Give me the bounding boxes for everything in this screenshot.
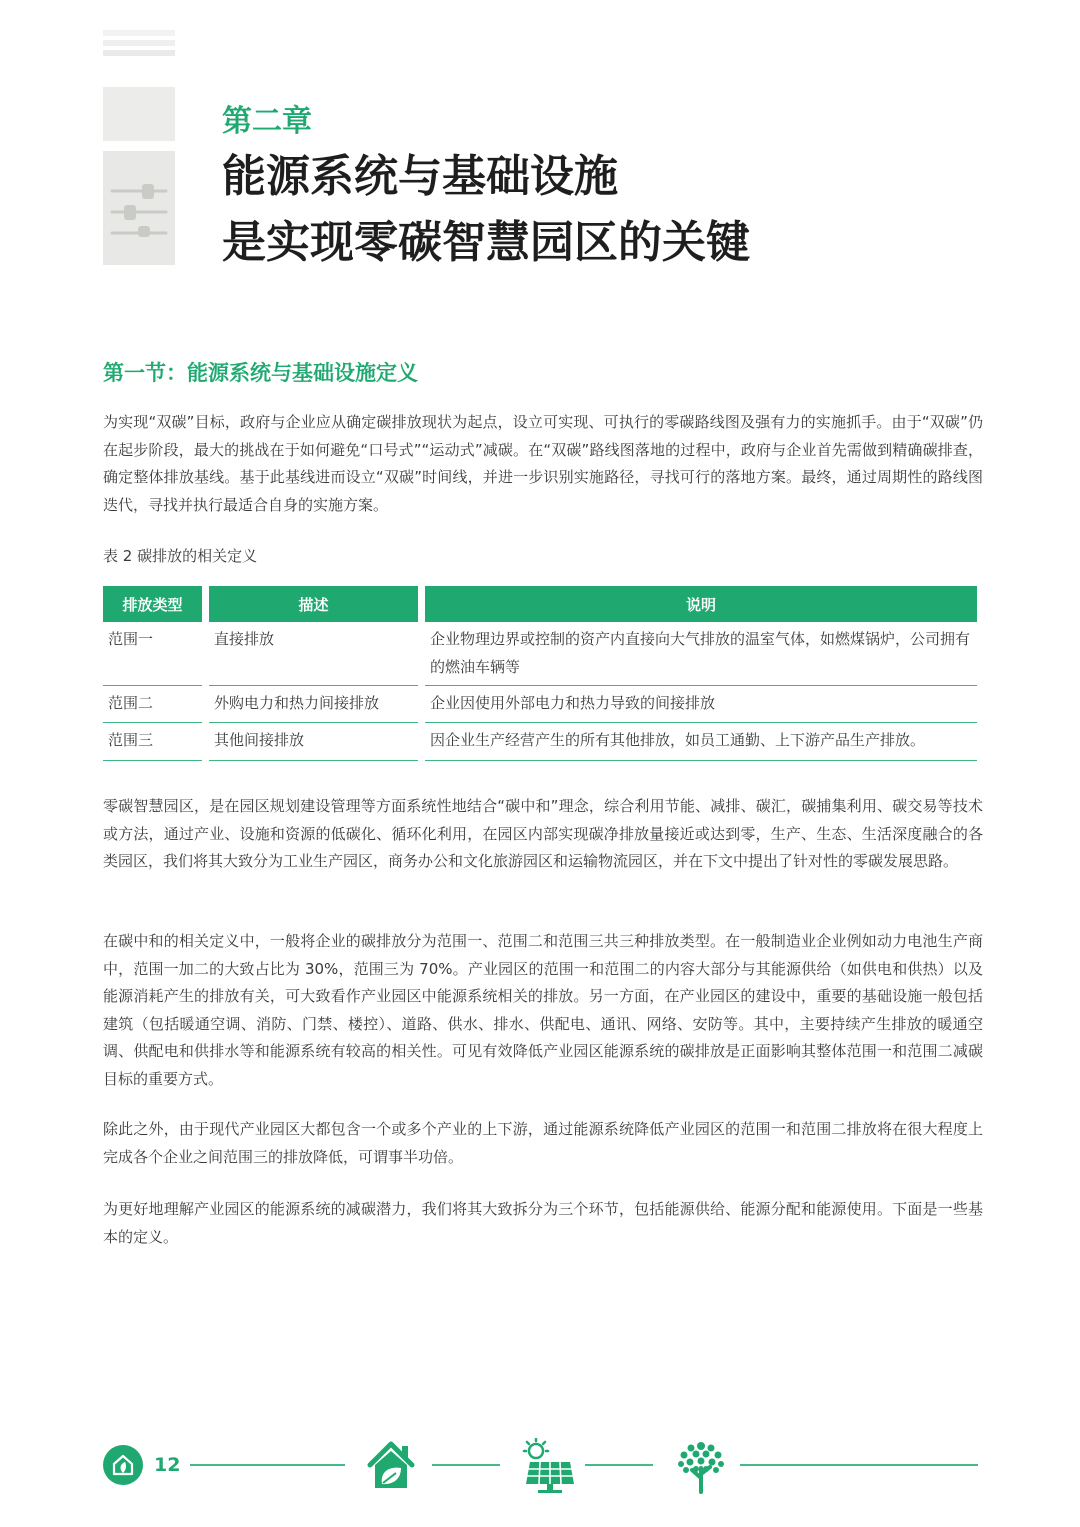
stripe xyxy=(103,30,175,36)
table-cell: 企业物理边界或控制的资产内直接向大气排放的温室气体，如燃煤锅炉，公司拥有的燃油车辆等 xyxy=(425,622,977,686)
footer-divider xyxy=(585,1464,653,1466)
table-header-cell: 排放类型 xyxy=(103,586,202,622)
table-cell: 范围二 xyxy=(103,686,202,723)
home-leaf-icon xyxy=(103,1445,143,1485)
stripe xyxy=(103,50,175,56)
paragraph: 零碳智慧园区，是在园区规划建设管理等方面系统性地结合“碳中和”理念，综合利用节能、减排、碳汇，碳捕集利用、碳交易等技术或方法，通过产业、设施和资源的低碳化、循环化利用，在园区内部实现碳净排放量接近或达到零，生产、生态、生活深度融合的各类园区，我们将其大致分为工业生产园区，商务办公和文化旅游园区和运输物流园区，并在下文中提出了针对性的零碳发展思路。 xyxy=(103,797,983,870)
table-row xyxy=(103,723,977,761)
table-header-cell: 描述 xyxy=(209,586,418,622)
table-header-cell: 说明 xyxy=(425,586,977,622)
footer-divider xyxy=(432,1464,500,1466)
table-cell: 直接排放 xyxy=(209,622,418,686)
table-cell: 范围一 xyxy=(103,622,202,686)
house-leaf-icon xyxy=(365,1438,417,1492)
chapter-title-line: 能源系统与基础设施 xyxy=(222,151,618,202)
solar-panel-icon xyxy=(520,1438,576,1494)
table-cell: 外购电力和热力间接排放 xyxy=(209,686,418,723)
table-cell: 其他间接排放 xyxy=(209,723,418,761)
table-cell: 因企业生产经营产生的所有其他排放，如员工通勤、上下游产品生产排放。 xyxy=(425,723,977,761)
table-row xyxy=(103,622,977,686)
table-row xyxy=(103,686,977,723)
chapter-label: 第二章 xyxy=(222,104,312,139)
decorative-block xyxy=(103,87,175,141)
stripe xyxy=(103,40,175,46)
section-title: 第一节：能源系统与基础设施定义 xyxy=(103,361,418,385)
chapter-title xyxy=(222,144,750,276)
table-caption: 表 2 碳排放的相关定义 xyxy=(103,547,258,565)
page-number: 12 xyxy=(154,1454,181,1476)
page-badge xyxy=(103,1445,143,1485)
chapter-title-line: 是实现零碳智慧园区的关键 xyxy=(222,217,750,268)
slider-settings-icon xyxy=(108,181,170,237)
decorative-stripes xyxy=(103,30,175,60)
decorative-icon-box xyxy=(103,151,175,265)
paragraph: 在碳中和的相关定义中，一般将企业的碳排放分为范围一、范围二和范围三共三种排放类型。在一般制造业企业例如动力电池生产商中，范围一加二的大致占比为 30%，范围三为 70%。产业园区的范围一和范围二的内容大部分与其能源供给（如供电和供热）以及能源消耗产生的排放有关，可大致看作产业园区中能源系统相关的排放。另一方面，在产业园区的建设中，重要的基础设施一般包括建筑（包括暖通空调、消防、门禁、楼控）、道路、供水、排水、供配电、通讯、网络、安防等。其中，主要持续产生排放的暖通空调、供配电和供排水等和能源系统有较高的相关性。可见有效降低产业园区能源系统的碳排放是正面影响其整体范围一和范围二减碳目标的重要方式。 xyxy=(103,932,983,1088)
paragraph: 为实现“双碳”目标，政府与企业应从确定碳排放现状为起点，设立可实现、可执行的零碳路线图及强有力的实施抓手。由于“双碳”仍在起步阶段，最大的挑战在于如何避免“口号式”“运动式”减碳。在“双碳”路线图落地的过程中，政府与企业首先需做到精确碳排查，确定整体排放基线。基于此基线进而设立“双碳”时间线，并进一步识别实施路径，寻找可行的落地方案。最终，通过周期性的路线图迭代，寻找并执行最适合自身的实施方案。 xyxy=(103,413,983,514)
footer-divider xyxy=(190,1464,345,1466)
table-cell: 范围三 xyxy=(103,723,202,761)
paragraph: 为更好地理解产业园区的能源系统的减碳潜力，我们将其大致拆分为三个环节，包括能源供给、能源分配和能源使用。下面是一些基本的定义。 xyxy=(103,1200,983,1246)
paragraph: 除此之外，由于现代产业园区大都包含一个或多个产业的上下游，通过能源系统降低产业园区的范围一和范围二排放将在很大程度上完成各个企业之间范围三的排放降低，可谓事半功倍。 xyxy=(103,1120,983,1166)
emissions-table xyxy=(103,586,977,761)
footer-divider xyxy=(740,1464,978,1466)
table-header-row xyxy=(103,586,977,622)
tree-icon xyxy=(676,1438,726,1494)
table-cell: 企业因使用外部电力和热力导致的间接排放 xyxy=(425,686,977,723)
